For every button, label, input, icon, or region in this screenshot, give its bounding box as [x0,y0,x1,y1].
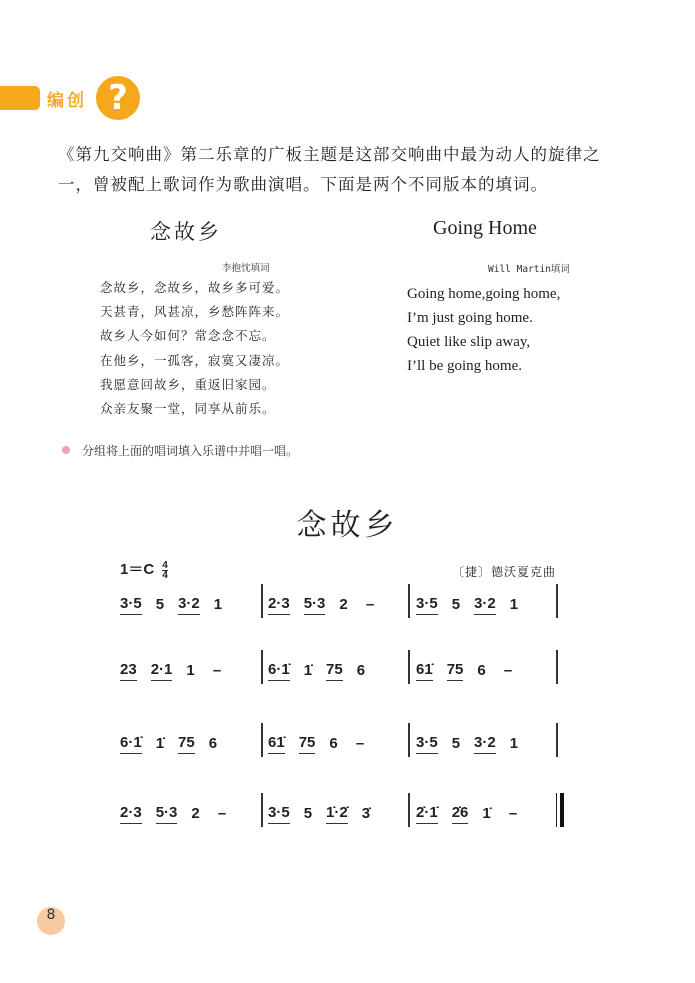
measure [120,799,240,829]
note-group: – [351,734,365,752]
barline [408,650,410,684]
note-group: 5 [303,804,313,822]
note-group: 6·1̇ [268,661,290,681]
note-group: 3·5 [120,595,142,615]
lyric-line: 我愿意回故乡，重返旧家园。 [100,376,276,392]
note-group: – [504,804,518,822]
key-signature [120,558,168,580]
en-lyrics-credit: Will Martin填词 [488,264,570,275]
score-row [120,590,570,620]
note-group: 75 [326,661,343,681]
score-title: 念故乡 [296,508,399,543]
note-group: 3̇ [361,804,371,822]
note-group: 1̇ [155,734,165,752]
note-group: 75 [447,661,464,681]
note-group: 3·5 [416,734,438,754]
cn-lyrics-title: 念故乡 [150,220,222,244]
note-group: 5·3 [304,595,326,615]
note-group: 2·3 [268,595,290,615]
lyric-line: 在他乡，一孤客，寂寞又凄凉。 [100,352,290,368]
key-text: 1＝C [120,561,155,578]
note-group: 3·5 [268,804,290,824]
measure [268,656,379,686]
note-group: 6 [356,661,366,679]
note-group: 23 [120,661,137,681]
note-group: 5 [451,734,461,752]
question-bulb-icon: ? [96,76,140,120]
measure [268,590,388,620]
barline [556,723,558,757]
lyric-line: 天甚青，风甚凉，乡愁阵阵来。 [100,304,290,320]
score-row [120,729,570,759]
lyric-line: 念故乡，念故乡，故乡多可爱。 [100,280,290,295]
section-label: 编创 [47,91,87,111]
note-group: 1̇ [482,804,491,822]
measure [120,729,231,759]
note-group: – [208,661,222,679]
barline [261,650,263,684]
note-group: 2·3 [120,804,142,824]
en-lyrics-title: Going Home [433,217,537,239]
note-group: 5 [155,595,165,613]
lyric-line: Going home,going home, [407,286,561,302]
barline [556,584,558,618]
composer-credit: 〔捷〕德沃夏克曲 [452,565,557,579]
time-top: 4 [162,559,168,571]
measure [416,590,532,620]
intro-line-1: 《第九交响曲》第二乐章的广板主题是这部交响曲中最为动人的旋律之 [58,145,601,164]
note-group: – [213,804,227,822]
final-barline [556,793,563,827]
note-group: 6·1̇ [120,734,142,754]
measure [120,656,235,686]
time-bottom: 4 [162,569,168,581]
note-group: 2̇·1̇ [416,804,438,824]
note-group: 75 [299,734,316,754]
note-group: 3·5 [416,595,438,615]
intro-line-2: 一，曾被配上歌词作为歌曲演唱。下面是两个不同版本的填词。 [58,175,548,194]
lyric-line: 众亲友聚一堂，同享从前乐。 [100,401,276,417]
note-group: 1̇·2̇ [326,804,348,824]
cn-lyrics-credit: 李抱忱填词 [222,263,270,274]
note-group: – [499,661,513,679]
lyric-line: I’ll be going home. [407,358,522,374]
score-row [120,656,570,686]
note-group: 6 [208,734,218,752]
score-row [120,799,570,829]
barline [261,793,263,827]
en-lyrics [407,282,560,378]
note-group: 2̇6 [452,804,469,824]
measure [416,729,532,759]
note-group: 5·3 [156,804,178,824]
note-group: 3·2 [474,595,496,615]
note-group: 3·2 [178,595,200,615]
note-group: 61̇ [416,661,433,681]
time-signature [162,561,168,580]
note-group: 2 [191,804,200,822]
note-group: 1 [213,595,223,613]
note-group: 3·2 [474,734,496,754]
note-group: 6 [329,734,338,752]
lyric-line: 故乡人今如何？常念念不忘。 [100,328,276,344]
barline [408,723,410,757]
note-group: – [361,595,375,613]
task-instruction [62,442,298,459]
note-group: 75 [178,734,195,754]
measure [268,799,384,829]
measure [416,656,526,686]
note-group: 1 [509,734,519,752]
note-group: 6 [477,661,486,679]
note-group: 61̇ [268,734,285,754]
note-group: 2·1 [151,661,173,681]
lyric-line: I’m just going home. [407,310,533,326]
page-number: 8 [37,907,65,935]
barline [408,584,410,618]
barline [261,584,263,618]
note-group: 1 [186,661,195,679]
section-tab-bar [0,86,40,110]
cn-lyrics [100,276,289,421]
note-group: 5 [451,595,461,613]
note-group: 1 [509,595,519,613]
measure [120,590,236,620]
barline [261,723,263,757]
lyric-line: Quiet like slip away, [407,334,531,350]
measure [268,729,378,759]
note-group: 1̇ [303,661,313,679]
measure [416,799,531,829]
barline [556,650,558,684]
bullet-icon [62,446,70,454]
barline [408,793,410,827]
note-group: 2 [339,595,348,613]
task-text: 分组将上面的唱词填入乐谱中并唱一唱。 [82,444,299,458]
